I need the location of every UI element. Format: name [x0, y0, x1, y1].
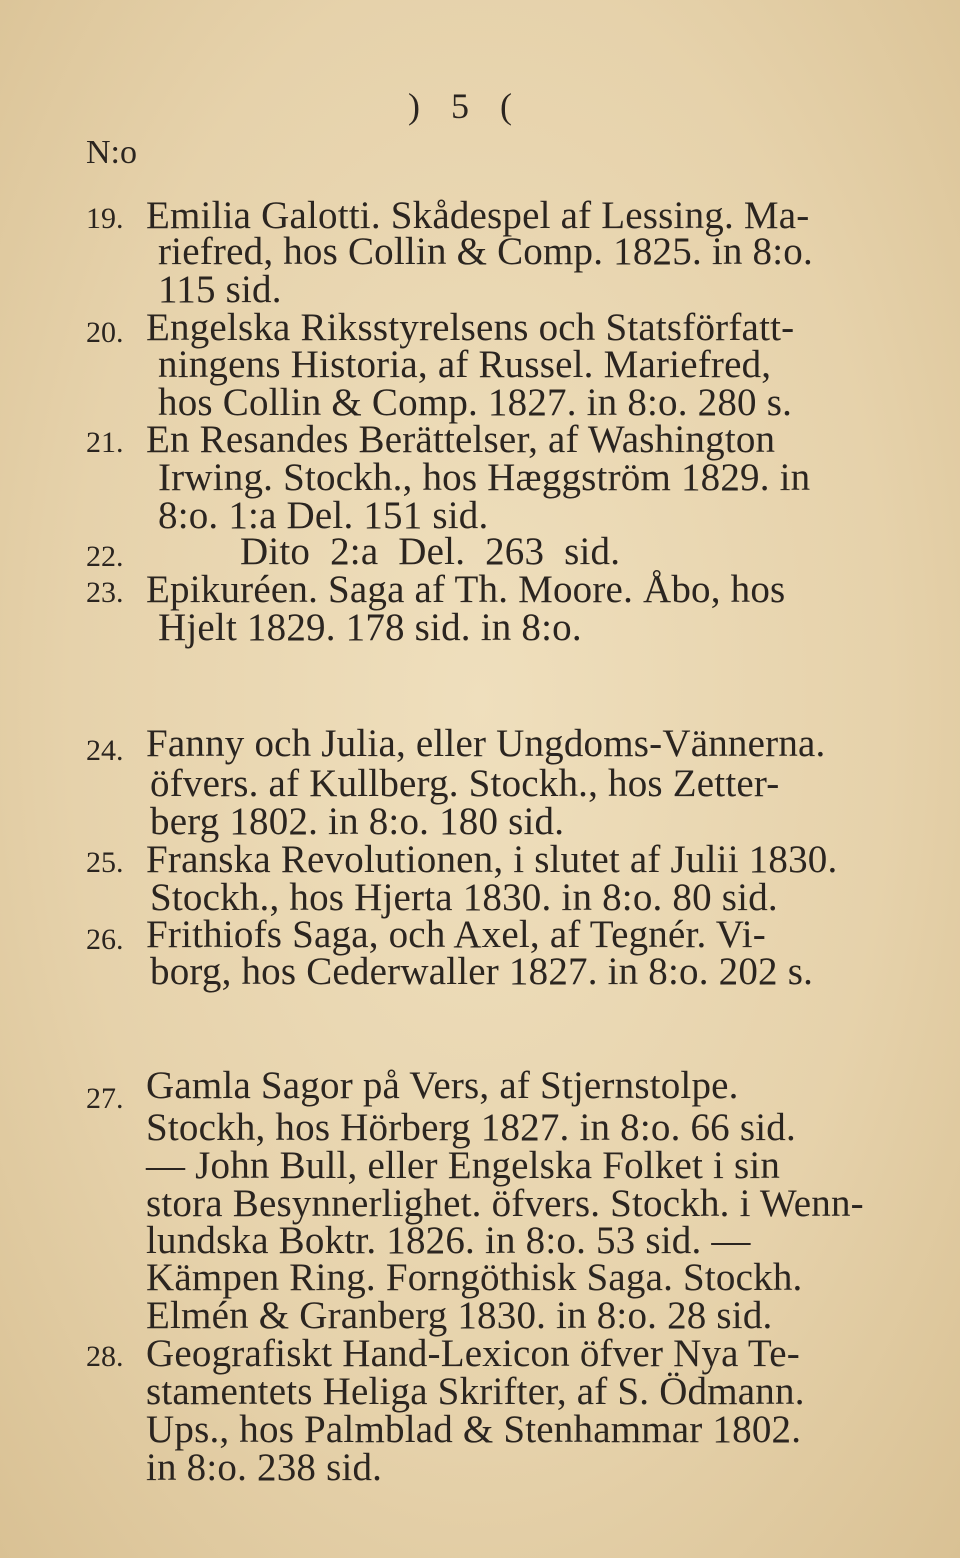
entry-line: stora Besynnerlighet. öfvers. Stockh. i Wenn- — [146, 1182, 864, 1225]
entry-line: Geografiskt Hand-Lexicon öfver Nya Te- — [146, 1332, 800, 1375]
entry-line: Irwing. Stockh., hos Hæggström 1829. in — [158, 456, 811, 499]
entry-number: 22. — [86, 540, 124, 573]
entry-number: 24. — [86, 734, 124, 767]
entry-line: riefred, hos Collin & Comp. 1825. in 8:o. — [158, 230, 813, 273]
entry-line: Franska Revolutionen, i slutet af Julii 1830. — [146, 838, 838, 881]
entry-line: Frithiofs Saga, och Axel, af Tegnér. Vi- — [146, 913, 766, 956]
entry-number: 21. — [86, 426, 124, 459]
entry-number: 25. — [86, 846, 124, 879]
entry-line: öfvers. af Kullberg. Stockh., hos Zetter- — [150, 762, 780, 805]
entry-line: borg, hos Cederwaller 1827. in 8:o. 202 s. — [150, 950, 814, 993]
entry-line: berg 1802. in 8:o. 180 sid. — [150, 800, 565, 843]
entry-number: 23. — [86, 576, 124, 609]
entry-line: Epikuréen. Saga af Th. Moore. Åbo, hos — [146, 568, 786, 611]
entry-line: Stockh., hos Hjerta 1830. in 8:o. 80 sid. — [150, 876, 778, 919]
entry-line: Ups., hos Palmblad & Stenhammar 1802. — [146, 1408, 802, 1451]
entry-line: Engelska Riksstyrelsens och Statsförfatt- — [146, 306, 795, 349]
entry-line: Fanny och Julia, eller Ungdoms-Vännerna. — [146, 722, 826, 765]
entry-line: Stockh, hos Hörberg 1827. in 8:o. 66 sid. — [146, 1106, 796, 1149]
entry-line: hos Collin & Comp. 1827. in 8:o. 280 s. — [158, 381, 793, 424]
entry-number: 28. — [86, 1340, 124, 1373]
page-number: ) 5 ( — [408, 86, 512, 126]
number-column-label: N:o — [86, 134, 137, 171]
entry-line: Emilia Galotti. Skådespel af Lessing. Ma- — [146, 194, 810, 237]
entry-line: in 8:o. 238 sid. — [146, 1446, 383, 1489]
entry-line: ningens Historia, af Russel. Mariefred, — [158, 343, 772, 386]
entry-line: — John Bull, eller Engelska Folket i sin — [146, 1144, 781, 1187]
entry-line: stamentets Heliga Skrifter, af S. Ödmann. — [146, 1370, 805, 1413]
entry-line: Hjelt 1829. 178 sid. in 8:o. — [158, 606, 582, 649]
entry-number: 19. — [86, 202, 124, 235]
entry-number: 27. — [86, 1082, 124, 1115]
entry-line: En Resandes Berättelser, af Washington — [146, 418, 776, 461]
entry-number: 20. — [86, 316, 124, 349]
entry-line: 8:o. 1:a Del. 151 sid. — [158, 494, 489, 537]
entry-line: Kämpen Ring. Forngöthisk Saga. Stockh. — [146, 1256, 803, 1299]
entry-line: Dito 2:a Del. 263 sid. — [240, 530, 621, 573]
entry-number: 26. — [86, 923, 124, 956]
entry-line: lundska Boktr. 1826. in 8:o. 53 sid. — — [146, 1219, 751, 1262]
entry-line: Gamla Sagor på Vers, af Stjernstolpe. — [146, 1064, 739, 1107]
entry-line: Elmén & Granberg 1830. in 8:o. 28 sid. — [146, 1294, 773, 1337]
entry-line: 115 sid. — [158, 268, 282, 311]
